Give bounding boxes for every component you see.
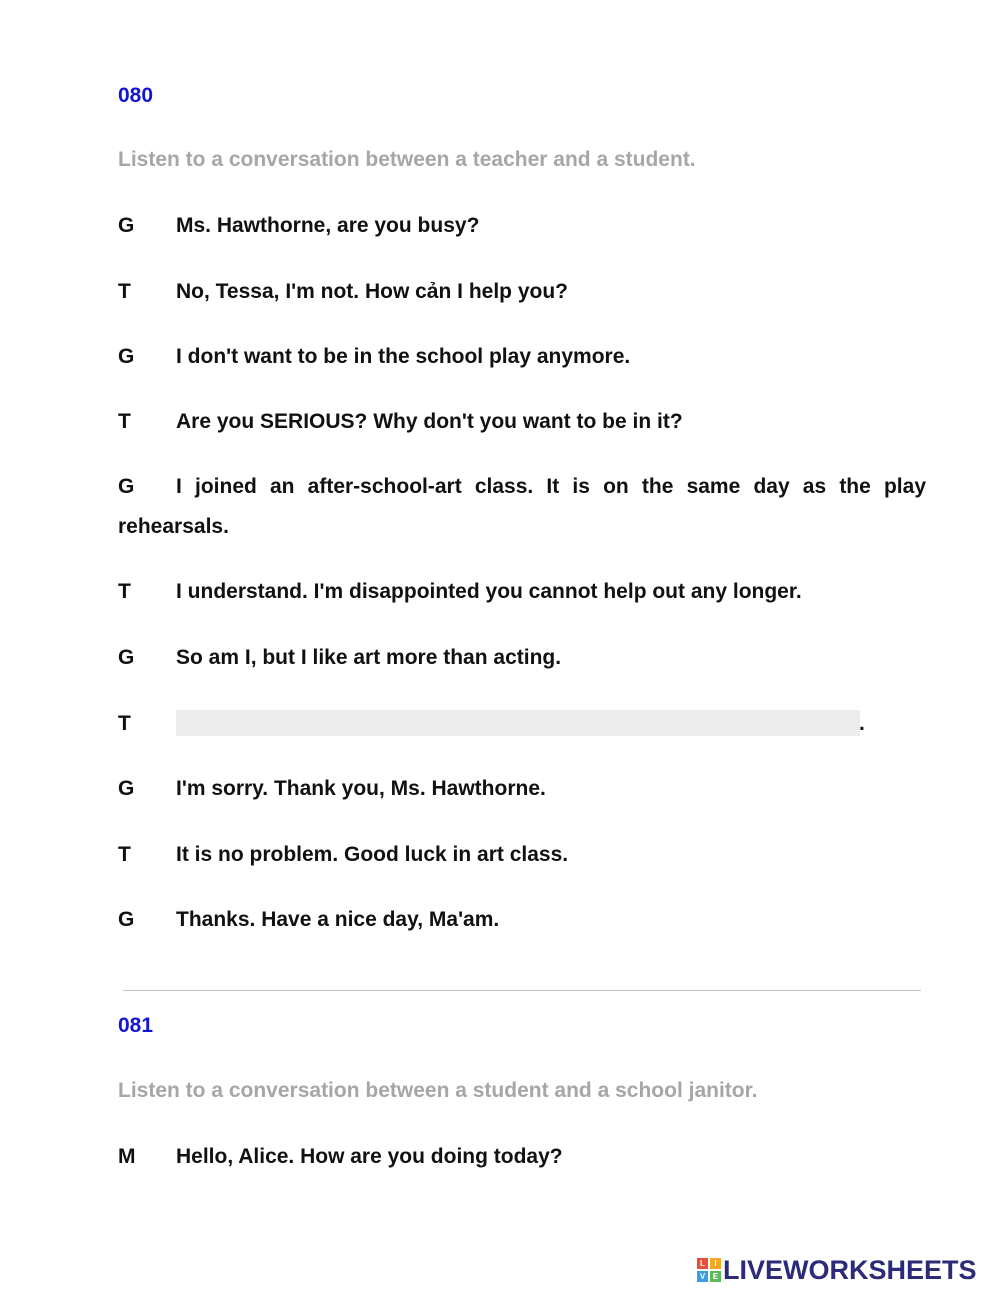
speaker-label: G [118, 777, 135, 800]
liveworksheets-logo [697, 1255, 977, 1285]
line-text: I'm sorry. Thank you, Ms. Hawthorne. [176, 777, 546, 800]
section-number: 081 [118, 1014, 154, 1037]
logo-text: LIVEWORKSHEETS [723, 1254, 977, 1285]
blank-trailing-period: . [859, 712, 865, 735]
speaker-label: T [118, 712, 131, 735]
dialogue-line [118, 580, 926, 604]
dialogue-line [118, 410, 926, 434]
dialogue-line [118, 467, 926, 547]
line-text: Are you SERIOUS? Why don't you want to be in it? [176, 410, 683, 433]
dialogue-line [118, 280, 926, 304]
line-text: No, Tessa, I'm not. How cản I help you? [176, 280, 568, 303]
speaker-label: G [118, 214, 135, 237]
section-instruction: Listen to a conversation between a teacher and a student. [118, 148, 696, 171]
line-text: It is no problem. Good luck in art class. [176, 843, 569, 866]
line-text: I don't want to be in the school play anymore. [176, 345, 631, 368]
speaker-label: T [118, 410, 131, 433]
line-text: I understand. I'm disappointed you cannot help out any longer. [176, 580, 802, 603]
dialogue-line [118, 1145, 926, 1169]
logo-mark-icon: L I V E [697, 1258, 721, 1282]
dialogue-line [118, 345, 926, 369]
section-instruction: Listen to a conversation between a student and a school janitor. [118, 1079, 758, 1102]
dialogue-line [118, 908, 926, 932]
dialogue-line [118, 214, 926, 238]
speaker-label: T [118, 580, 131, 603]
line-text: Ms. Hawthorne, are you busy? [176, 214, 480, 237]
dialogue-line [118, 646, 926, 670]
speaker-label: G [118, 908, 135, 931]
speaker-label: T [118, 280, 131, 303]
dialogue-line [118, 843, 926, 867]
answer-blank-input[interactable] [176, 710, 860, 736]
line-text: Thanks. Have a nice day, Ma'am. [176, 908, 500, 931]
speaker-label: T [118, 843, 131, 866]
section-divider [123, 990, 921, 991]
section-number: 080 [118, 84, 154, 107]
line-text: Hello, Alice. How are you doing today? [176, 1145, 563, 1168]
line-text: So am I, but I like art more than acting. [176, 646, 562, 669]
dialogue-line [118, 777, 926, 801]
speaker-label: G [118, 345, 135, 368]
speaker-label: G [118, 646, 135, 669]
speaker-label: M [118, 1145, 136, 1168]
line-text: I joined an after-school-art class. It is on the same day as the play rehearsals. [118, 475, 926, 538]
speaker-label: G [118, 475, 135, 498]
